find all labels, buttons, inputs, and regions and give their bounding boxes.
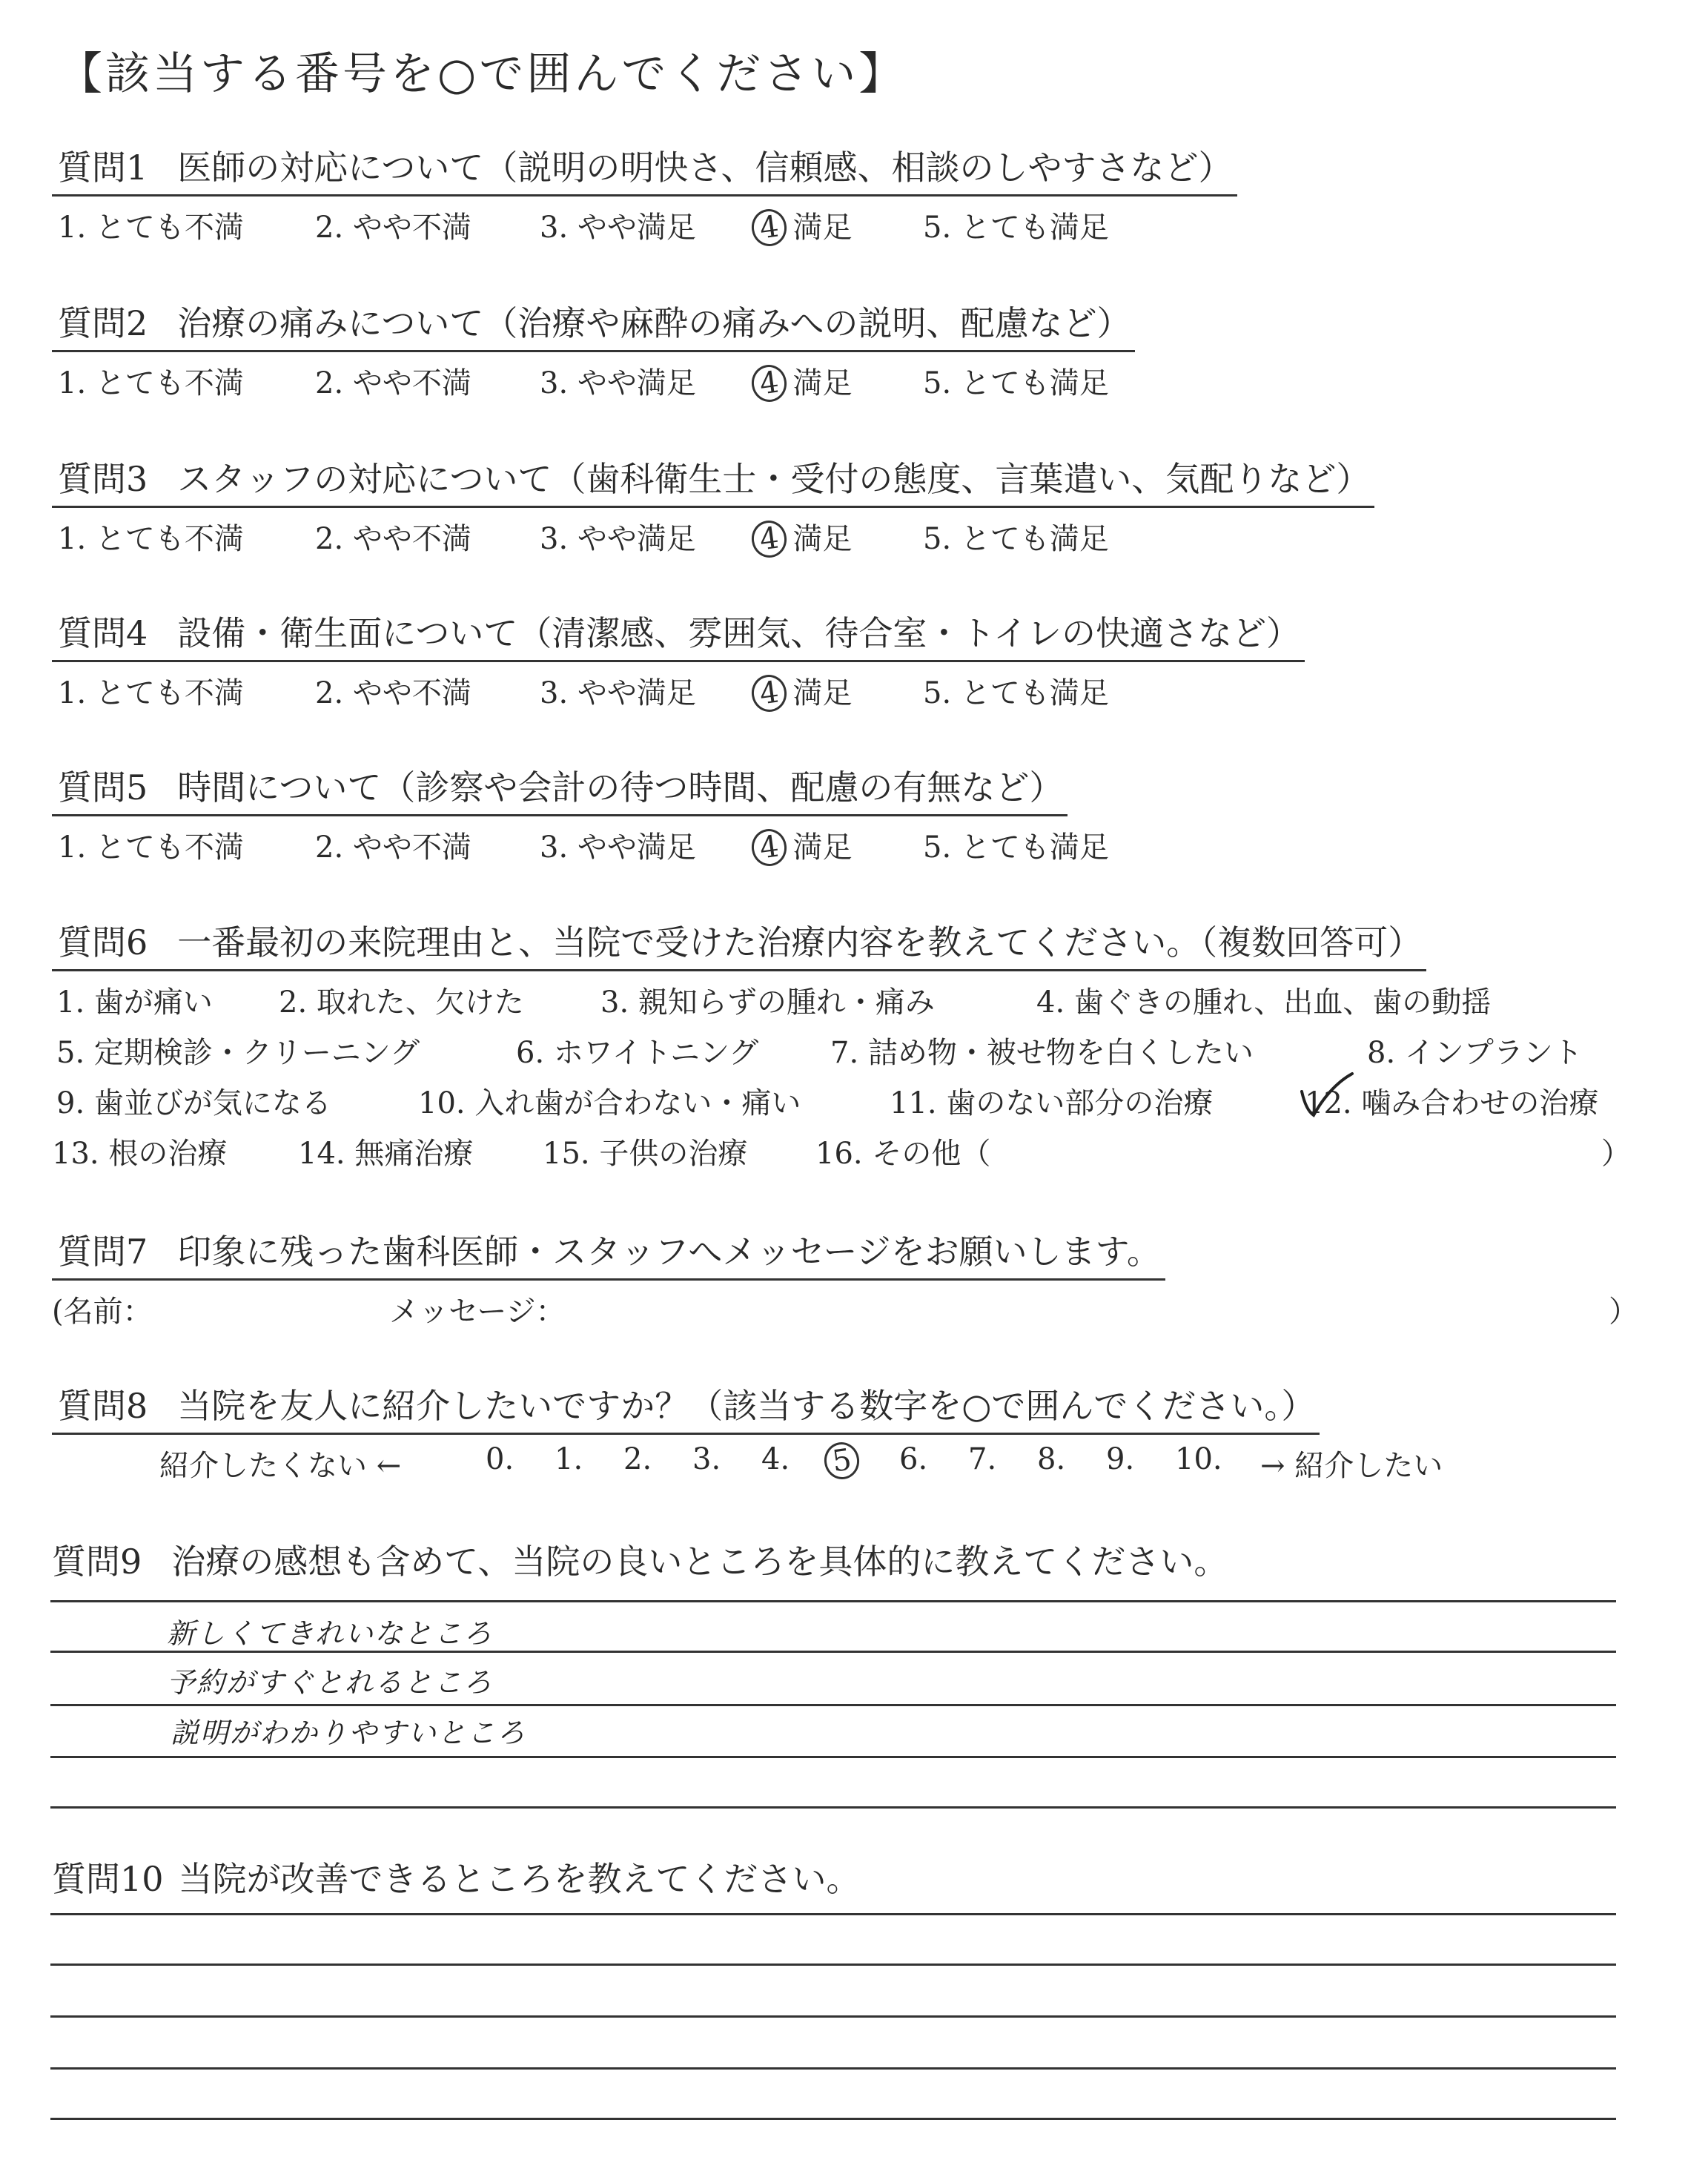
scale-6[interactable]: 6. [899, 1442, 928, 1476]
selection-circle: 5 [822, 1440, 862, 1482]
answer-line [50, 1756, 1616, 1758]
page-header: 【該当する番号を○で囲んでください】 [58, 48, 907, 100]
handwritten-answer: 予約がすぐとれるところ [167, 1666, 494, 1699]
answer-line [50, 2015, 1616, 2018]
question-4 [52, 607, 1305, 714]
question-number: 質問6 [58, 922, 148, 962]
option-label: 満足 [792, 830, 853, 865]
recommend-scale [52, 1442, 1443, 1487]
options-row [52, 1130, 1631, 1180]
question-7-title [52, 1225, 1165, 1281]
scale-1[interactable]: 1. [555, 1442, 583, 1476]
scale-2[interactable]: 2. [623, 1442, 652, 1476]
question-8 [52, 1379, 1443, 1487]
answer-line [50, 1651, 1616, 1653]
option-3[interactable]: 3. やや満足 [540, 676, 696, 710]
question-2 [52, 297, 1135, 404]
option-5[interactable]: 5. とても満足 [923, 522, 1109, 556]
scale-3[interactable]: 3. [692, 1442, 721, 1476]
option-5[interactable]: 5. とても満足 [923, 830, 1109, 865]
question-number: 質問10 [52, 1859, 164, 1899]
option-2[interactable]: 2. やや不満 [315, 522, 471, 556]
message-field[interactable] [52, 1288, 1638, 1332]
option-label: 満足 [792, 522, 853, 556]
option-9[interactable]: 9. 歯並びが気になる [56, 1086, 331, 1120]
option-7[interactable]: 7. 詰め物・被せ物を白くしたい [830, 1036, 1254, 1070]
question-1 [52, 141, 1237, 248]
question-text: 印象に残った歯科医師・スタッフへメッセージをお願いします。 [177, 1232, 1161, 1272]
scale-0[interactable]: 0. [486, 1442, 514, 1476]
option-14[interactable]: 14. 無痛治療 [298, 1137, 474, 1171]
rating-options [52, 515, 1374, 560]
question-number: 質問2 [58, 303, 148, 343]
question-3 [52, 452, 1374, 560]
scale-left-label: 紹介したくない ← [159, 1449, 402, 1483]
answer-line [50, 2067, 1616, 2070]
answer-line [50, 1704, 1616, 1706]
question-6-title [52, 916, 1426, 971]
option-5[interactable]: 5. 定期検診・クリーニング [56, 1036, 420, 1070]
question-text: 設備・衛生面について（清潔感、雰囲気、待合室・トイレの快適さなど） [177, 613, 1301, 653]
options-row [52, 1029, 1583, 1080]
check-mark-icon [1297, 1069, 1357, 1121]
rating-options [52, 670, 1305, 714]
scale-5-selected[interactable] [824, 1442, 865, 1479]
answer-line [50, 1913, 1616, 1915]
scale-10[interactable]: 10. [1175, 1442, 1222, 1476]
option-1[interactable]: 1. とても不満 [58, 522, 244, 556]
option-5[interactable]: 5. とても満足 [923, 211, 1109, 245]
question-text: スタッフの対応について（歯科衛生士・受付の態度、言葉遣い、気配りなど） [177, 459, 1371, 499]
question-text: 当院が改善できるところを教えてください。 [178, 1859, 861, 1899]
name-label: (名前： [52, 1295, 153, 1329]
question-text: 医師の対応について（説明の明快さ、信頼感、相談のしやすさなど） [177, 148, 1233, 188]
option-3[interactable]: 3. やや満足 [540, 522, 696, 556]
option-3[interactable]: 3. やや満足 [540, 366, 696, 400]
option-4-selected[interactable] [752, 824, 852, 866]
option-16[interactable]: 16. その他（ [815, 1137, 991, 1171]
scale-8[interactable]: 8. [1037, 1442, 1066, 1476]
option-3[interactable]: 3. やや満足 [540, 211, 696, 245]
option-2[interactable]: 2. やや不満 [315, 830, 471, 865]
checkbox-options [52, 979, 1631, 1180]
option-15[interactable]: 15. 子供の治療 [543, 1137, 748, 1171]
question-number: 質問3 [58, 459, 148, 499]
question-1-title [52, 141, 1237, 196]
option-1[interactable]: 1. とても不満 [58, 830, 244, 865]
option-10[interactable]: 10. 入れ歯が合わない・痛い [418, 1086, 801, 1120]
question-text: 治療の痛みについて（治療や麻酔の痛みへの説明、配慮など） [177, 303, 1131, 343]
option-13[interactable]: 13. 根の治療 [52, 1137, 228, 1171]
scale-right-label: → 紹介したい [1260, 1449, 1443, 1483]
question-6 [52, 916, 1631, 1180]
option-1[interactable]: 1. とても不満 [58, 676, 244, 710]
question-10 [52, 1852, 861, 1901]
option-6[interactable]: 6. ホワイトニング [516, 1036, 759, 1070]
answer-line [50, 1964, 1616, 1966]
question-number: 質問7 [58, 1232, 148, 1272]
message-label: メッセージ： [389, 1295, 566, 1329]
option-16-close-paren: ） [1601, 1137, 1631, 1171]
option-8[interactable]: 8. インプラント [1367, 1036, 1583, 1070]
option-1[interactable]: 1. とても不満 [58, 211, 244, 245]
option-label: 満足 [792, 211, 853, 245]
options-row [52, 979, 1492, 1029]
rating-options [52, 824, 1109, 868]
option-2[interactable]: 2. 取れた、欠けた [279, 985, 524, 1020]
option-4-selected[interactable] [752, 204, 852, 246]
scale-4[interactable]: 4. [761, 1442, 790, 1476]
question-text: 時間について（診察や会計の待つ時間、配慮の有無など） [177, 767, 1064, 807]
option-11[interactable]: 11. 歯のない部分の治療 [890, 1086, 1214, 1120]
option-4-selected[interactable] [752, 360, 852, 402]
question-number: 質問5 [58, 767, 148, 807]
option-1[interactable]: 1. とても不満 [58, 366, 244, 400]
question-8-title [52, 1379, 1320, 1435]
option-4-selected[interactable] [752, 670, 852, 712]
scale-9[interactable]: 9. [1106, 1442, 1135, 1476]
selection-circle: 4 [749, 207, 790, 248]
question-text: 一番最初の来院理由と、当院で受けた治療内容を教えてください。（複数回答可） [177, 922, 1423, 962]
option-4[interactable]: 4. 歯ぐきの腫れ、出血、歯の動揺 [1036, 985, 1492, 1020]
answer-line [50, 1600, 1616, 1602]
option-5[interactable]: 5. とても満足 [923, 366, 1109, 400]
question-3-title [52, 452, 1374, 508]
selection-circle: 4 [749, 363, 790, 404]
handwritten-answer: 新しくてきれいなところ [167, 1617, 494, 1650]
question-number: 質問1 [58, 148, 148, 188]
answer-line [50, 2118, 1616, 2120]
question-9 [52, 1535, 1228, 1584]
question-4-title [52, 607, 1305, 662]
option-12-checked[interactable]: 12. 噛み合わせの治療 [1305, 1086, 1599, 1120]
question-text: 当院を友人に紹介したいですか？（該当する数字を○で囲んでください。） [177, 1386, 1316, 1426]
question-5-title [52, 761, 1068, 816]
question-5 [52, 761, 1109, 868]
option-5[interactable]: 5. とても満足 [923, 676, 1109, 710]
question-7 [52, 1225, 1638, 1332]
selection-circle: 4 [749, 518, 790, 560]
question-number: 質問9 [52, 1542, 142, 1582]
option-2[interactable]: 2. やや不満 [315, 676, 471, 710]
option-1[interactable]: 1. 歯が痛い [56, 985, 213, 1020]
options-row [52, 1080, 1599, 1130]
question-number: 質問8 [58, 1386, 148, 1426]
option-label: 満足 [792, 366, 853, 400]
option-3[interactable]: 3. 親知らずの腫れ・痛み [600, 985, 935, 1020]
option-2[interactable]: 2. やや不満 [315, 211, 471, 245]
scale-7[interactable]: 7. [968, 1442, 997, 1476]
question-number: 質問4 [58, 613, 148, 653]
close-paren: ） [1609, 1295, 1638, 1329]
rating-options [52, 360, 1135, 404]
selection-circle: 4 [749, 673, 790, 714]
option-2[interactable]: 2. やや不満 [315, 366, 471, 400]
option-3[interactable]: 3. やや満足 [540, 830, 696, 865]
handwritten-answer: 説明がわかりやすいところ [171, 1717, 527, 1749]
question-2-title [52, 297, 1135, 352]
option-label: 満足 [792, 676, 853, 710]
question-10-title [52, 1852, 861, 1901]
question-9-title [52, 1535, 1228, 1584]
answer-line [50, 1806, 1616, 1809]
question-text: 治療の感想も含めて、当院の良いところを具体的に教えてください。 [171, 1542, 1228, 1582]
option-4-selected[interactable] [752, 515, 852, 558]
rating-options [52, 204, 1237, 248]
selection-circle: 4 [749, 827, 790, 868]
